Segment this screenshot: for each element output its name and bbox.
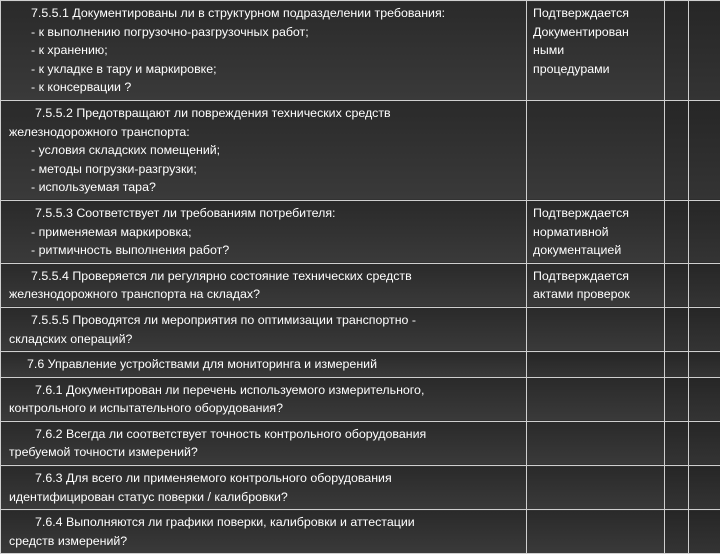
question-line: 7.6.2 Всегда ли соответствует точность контрольного оборудования: [9, 425, 522, 444]
empty-cell: [665, 100, 689, 200]
confirmation-line: Документирован: [533, 23, 660, 42]
empty-cell: [665, 377, 689, 421]
question-line: контрольного и испытательного оборудования?: [9, 399, 522, 418]
empty-cell: [689, 377, 720, 421]
empty-cell: [665, 466, 689, 510]
empty-cell: [689, 1, 720, 101]
confirmation-cell: [527, 421, 665, 465]
confirmation-cell: [527, 307, 665, 351]
question-cell: [1, 263, 527, 307]
confirmation-cell: [527, 466, 665, 510]
question-line: требуемой точности измерений?: [9, 443, 522, 462]
confirmation-cell: [527, 200, 665, 263]
empty-cell: [689, 263, 720, 307]
question-cell: [1, 200, 527, 263]
checklist-row: [1, 510, 720, 554]
question-line: 7.6.3 Для всего ли применяемого контрольного оборудования: [9, 469, 522, 488]
checklist-row: [1, 421, 720, 465]
checklist-row: [1, 377, 720, 421]
question-line: 7.5.5.2 Предотвращают ли повреждения технических средств: [9, 104, 522, 123]
confirmation-cell: [527, 377, 665, 421]
section-title: 7.6 Управление устройствами для мониторинга и измерений: [9, 355, 522, 374]
question-cell: [1, 377, 527, 421]
confirmation-line: процедурами: [533, 60, 660, 79]
question-line: 7.6.4 Выполняются ли графики поверки, калибровки и аттестации: [9, 513, 522, 532]
empty-cell: [689, 466, 720, 510]
question-cell: [1, 510, 527, 554]
question-line: складских операций?: [9, 330, 522, 349]
question-line: 7.5.5.5 Проводятся ли мероприятия по оптимизации транспортно -: [9, 311, 522, 330]
empty-cell: [527, 352, 665, 378]
question-line: 7.5.5.1 Документированы ли в структурном подразделении требования:: [9, 4, 522, 23]
confirmation-line: Подтверждается: [533, 267, 660, 286]
question-line: - к укладке в тару и маркировке;: [9, 60, 522, 79]
empty-cell: [665, 510, 689, 554]
question-cell: [1, 466, 527, 510]
checklist-row: [1, 263, 720, 307]
question-line: - к хранению;: [9, 41, 522, 60]
question-line: - к консервации ?: [9, 78, 522, 97]
confirmation-line: актами проверок: [533, 285, 660, 304]
question-line: - к выполнению погрузочно-разгрузочных работ;: [9, 23, 522, 42]
confirmation-line: Подтверждается: [533, 204, 660, 223]
question-cell: [1, 307, 527, 351]
question-line: 7.6.1 Документирован ли перечень используемого измерительного,: [9, 381, 522, 400]
confirmation-line: ными: [533, 41, 660, 60]
empty-cell: [665, 352, 689, 378]
checklist-row: [1, 466, 720, 510]
checklist-row: [1, 100, 720, 200]
question-line: - применяемая маркировка;: [9, 223, 522, 242]
confirmation-line: Подтверждается: [533, 4, 660, 23]
empty-cell: [689, 307, 720, 351]
section-row: [1, 352, 720, 378]
empty-cell: [665, 200, 689, 263]
checklist-row: [1, 1, 720, 101]
empty-cell: [689, 100, 720, 200]
empty-cell: [665, 263, 689, 307]
question-line: 7.5.5.3 Соответствует ли требованиям потребителя:: [9, 204, 522, 223]
empty-cell: [689, 352, 720, 378]
question-line: - используемая тара?: [9, 178, 522, 197]
empty-cell: [665, 1, 689, 101]
question-line: - методы погрузки-разгрузки;: [9, 160, 522, 179]
empty-cell: [665, 421, 689, 465]
checklist-row: [1, 200, 720, 263]
empty-cell: [665, 307, 689, 351]
question-line: железнодорожного транспорта:: [9, 123, 522, 142]
confirmation-cell: [527, 263, 665, 307]
confirmation-cell: [527, 100, 665, 200]
question-line: средств измерений?: [9, 532, 522, 551]
question-line: железнодорожного транспорта на складах?: [9, 285, 522, 304]
section-title-cell: [1, 352, 527, 378]
checklist-row: [1, 307, 720, 351]
question-cell: [1, 1, 527, 101]
checklist-body: [1, 1, 720, 554]
question-cell: [1, 421, 527, 465]
confirmation-cell: [527, 510, 665, 554]
question-line: - условия складских помещений;: [9, 141, 522, 160]
question-line: 7.5.5.4 Проверяется ли регулярно состояние технических средств: [9, 267, 522, 286]
empty-cell: [689, 200, 720, 263]
question-line: - ритмичность выполнения работ?: [9, 241, 522, 260]
question-line: идентифицирован статус поверки / калибровки?: [9, 488, 522, 507]
confirmation-cell: [527, 1, 665, 101]
confirmation-line: нормативной: [533, 223, 660, 242]
question-cell: [1, 100, 527, 200]
empty-cell: [689, 421, 720, 465]
confirmation-line: документацией: [533, 241, 660, 260]
empty-cell: [689, 510, 720, 554]
